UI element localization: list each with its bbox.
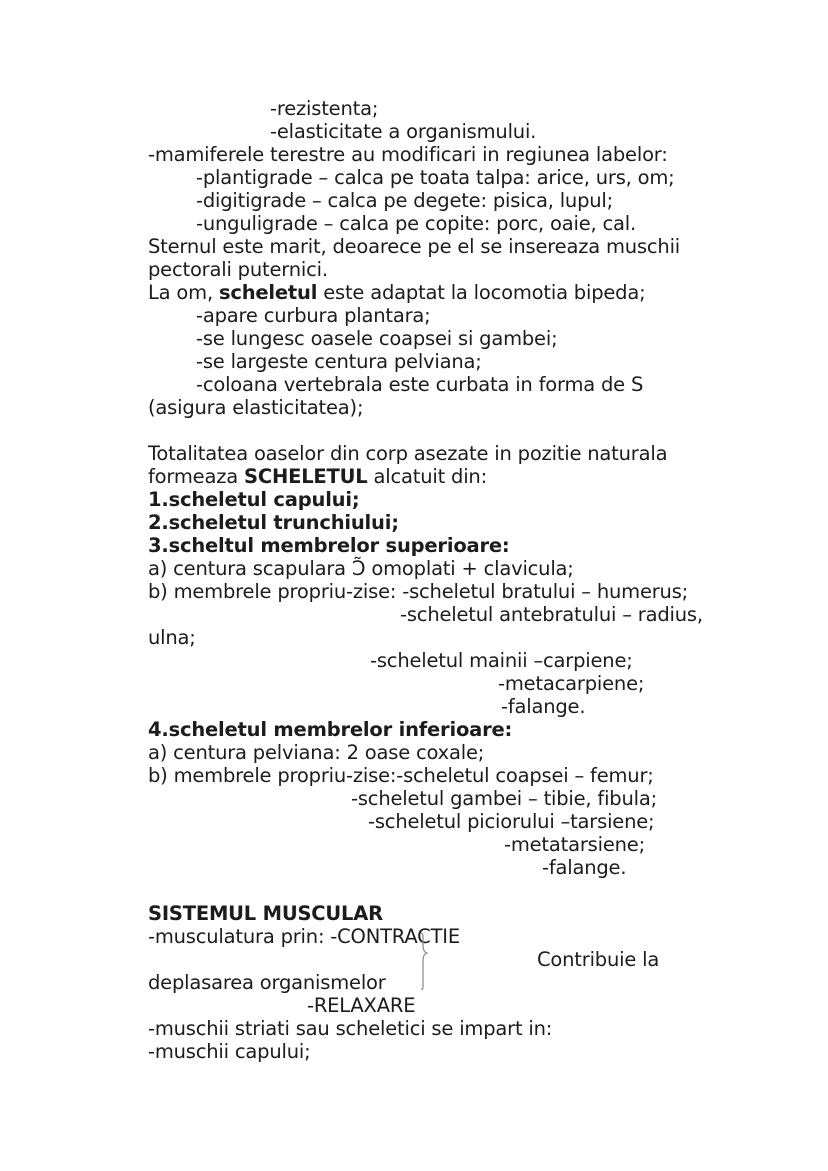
text-run: -se lungesc oasele coapsei si gambei; (196, 327, 558, 350)
text-run: -metacarpiene; (498, 672, 645, 695)
text-run: -rezistenta; (270, 97, 379, 120)
text-line (148, 120, 748, 143)
text-line (148, 626, 748, 649)
text-run: -muschii striati sau scheletici se impart in: (148, 1017, 553, 1040)
heading-line (148, 902, 748, 925)
text-run: pectorali puternici. (148, 258, 328, 281)
text-run: -apare curbura plantara; (196, 304, 431, 327)
text-line (148, 327, 748, 350)
bold-text-run: 3.scheltul membrelor superioare: (148, 534, 510, 557)
text-run: -elasticitate a organismului. (270, 120, 537, 143)
curly-brace-shape (414, 932, 436, 994)
heading-line (148, 718, 748, 741)
text-run: ulna; (148, 626, 196, 649)
text-line (148, 603, 748, 626)
text-run: formeaza (148, 465, 244, 488)
text-line (148, 948, 748, 971)
text-line (148, 787, 748, 810)
heading-line (148, 534, 748, 557)
text-run: b) membrele propriu-zise:-scheletul coapsei – femur; (148, 764, 654, 787)
text-line (148, 143, 748, 166)
text-line (148, 97, 748, 120)
text-line (148, 1040, 748, 1063)
heading-line (148, 488, 748, 511)
text-line (148, 764, 748, 787)
text-run: Totalitatea oaselor din corp asezate in pozitie naturala (148, 442, 668, 465)
text-run: -digitigrade – calca pe degete: pisica, lupul; (196, 189, 613, 212)
text-run: -unguligrade – calca pe copite: porc, oaie, cal. (196, 212, 636, 235)
text-run: Sternul este marit, deoarece pe el se insereaza muschii (148, 235, 681, 258)
text-run: -scheletul antebratului – radius, (400, 603, 703, 626)
heading-line (148, 511, 748, 534)
text-line (148, 373, 748, 396)
text-run: -scheletul gambei – tibie, fibula; (351, 787, 657, 810)
text-line (148, 1017, 748, 1040)
text-line (148, 281, 748, 304)
text-line (148, 856, 748, 879)
text-run: -falange. (542, 856, 627, 879)
text-line (148, 465, 748, 488)
bold-text-run: scheletul (218, 281, 318, 304)
text-run: -coloana vertebrala este curbata in forma de S (196, 373, 644, 396)
text-line (148, 580, 748, 603)
text-run: b) membrele propriu-zise: -scheletul bratului – humerus; (148, 580, 689, 603)
text-run: deplasarea organismelor (148, 971, 386, 994)
document-body (148, 97, 748, 1063)
bold-text-run: 2.scheletul trunchiului; (148, 511, 399, 534)
text-run: -scheletul piciorului –tarsiene; (368, 810, 655, 833)
text-run: -muschii capului; (148, 1040, 311, 1063)
text-line (148, 810, 748, 833)
text-line (148, 557, 748, 580)
text-run: La om, (148, 281, 219, 304)
text-line (148, 258, 748, 281)
text-line (148, 166, 748, 189)
blank-line (148, 419, 748, 442)
text-line (148, 350, 748, 373)
text-run: -se largeste centura pelviana; (196, 350, 482, 373)
bold-text-run: 1.scheletul capului; (148, 488, 360, 511)
text-run: este adaptat la locomotia bipeda; (317, 281, 646, 304)
text-run: -musculatura prin: -CONTRACTIE (148, 925, 460, 948)
text-run: -RELAXARE (307, 994, 416, 1017)
text-run: alcatuit din: (367, 465, 487, 488)
text-run: a) centura pelviana: 2 oase coxale; (148, 741, 485, 764)
text-run: -mamiferele terestre au modificari in regiunea labelor: (148, 143, 668, 166)
text-run: a) centura scapulara Ɔ̃ omoplati + clavicula; (148, 557, 574, 580)
text-line (148, 235, 748, 258)
text-line (148, 925, 748, 948)
text-line (148, 442, 748, 465)
text-line (148, 695, 748, 718)
text-line (148, 212, 748, 235)
text-line (148, 189, 748, 212)
text-run: Contribuie la (537, 948, 660, 971)
text-line (148, 396, 748, 419)
text-line (148, 833, 748, 856)
bold-text-run: 4.scheletul membrelor inferioare: (148, 718, 513, 741)
text-run: -scheletul mainii –carpiene; (370, 649, 633, 672)
text-line (148, 994, 748, 1017)
text-line (148, 971, 748, 994)
text-line (148, 304, 748, 327)
text-run: -plantigrade – calca pe toata talpa: arice, urs, om; (196, 166, 675, 189)
text-run: -falange. (501, 695, 586, 718)
bold-text-run: SCHELETUL (244, 465, 368, 488)
text-run: -metatarsiene; (504, 833, 645, 856)
text-line (148, 672, 748, 695)
text-run: (asigura elasticitatea); (148, 396, 364, 419)
text-line (148, 741, 748, 764)
text-line (148, 649, 748, 672)
bold-text-run: SISTEMUL MUSCULAR (148, 902, 383, 925)
blank-line (148, 879, 748, 902)
